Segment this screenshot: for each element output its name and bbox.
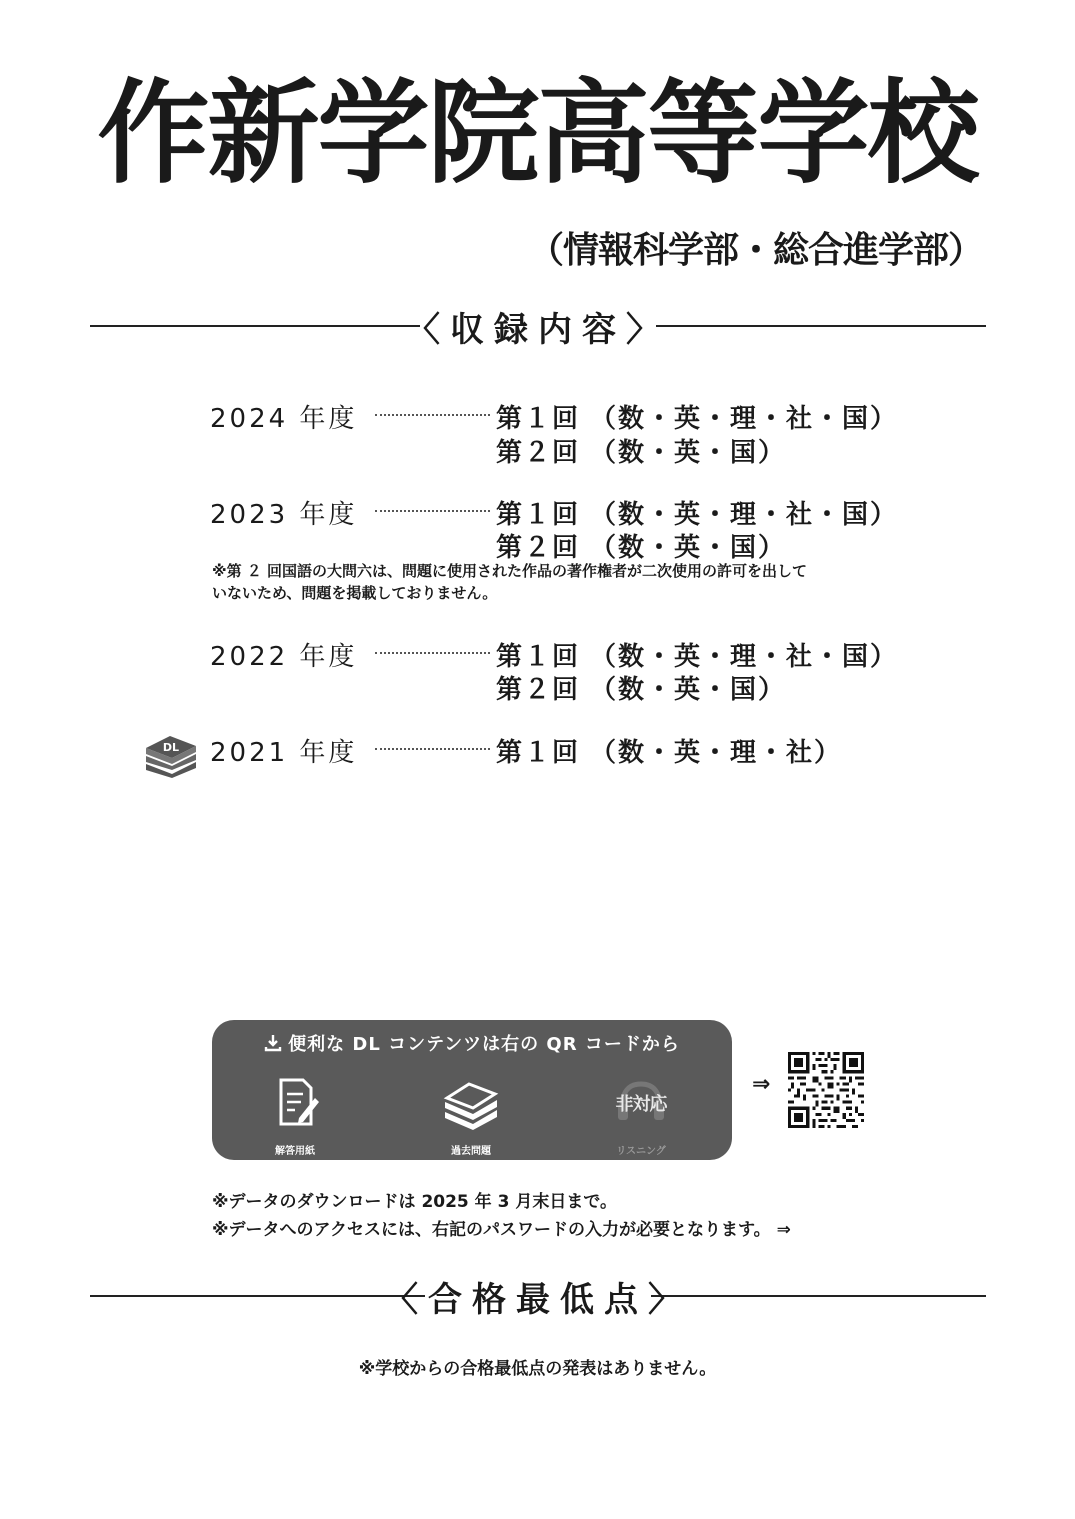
omission-note-line1: ※第 ２ 回国語の大問六は、問題に使用された作品の著作権者が二次使用の許可を出して	[212, 562, 808, 580]
toc-year: 2021 年度	[210, 738, 358, 768]
answer-sheet-item	[240, 1072, 350, 1157]
past-exam-caption: 過去問題	[451, 1146, 491, 1157]
dl-box-heading-text: 便利な DL コンテンツは右の QR コードから	[288, 1034, 680, 1055]
toc-leader-dots	[375, 414, 490, 416]
passing-section-header	[90, 1270, 986, 1320]
toc-session: 第２回	[496, 438, 581, 468]
toc-subjects: （数・英・国）	[590, 438, 787, 468]
page-subtitle: （情報科学部・総合進学部）	[527, 230, 983, 271]
toc-year: 2023 年度	[210, 500, 358, 530]
answer-sheet-caption: 解答用紙	[275, 1146, 315, 1157]
listening-item	[586, 1072, 696, 1157]
toc-leader-dots	[375, 510, 490, 512]
toc-subjects: （数・英・理・社・国）	[590, 642, 899, 672]
omission-note-line2: いないため、問題を掲載しておりません。	[212, 584, 498, 602]
arrow-to-qr: ⇒	[752, 1072, 771, 1097]
passing-section-label: 〈合格最低点〉	[384, 1280, 692, 1320]
dl-badge-text: DL	[162, 741, 180, 754]
books-icon	[439, 1117, 503, 1136]
passing-note: ※学校からの合格最低点の発表はありません。	[358, 1359, 717, 1379]
toc-session: 第１回	[496, 738, 581, 768]
past-exam-item	[416, 1072, 526, 1157]
contents-section-label: 〈収録内容〉	[406, 310, 670, 350]
toc-year: 2024 年度	[210, 404, 358, 434]
toc-subjects: （数・英・理・社）	[590, 738, 843, 768]
listening-caption: リスニング	[616, 1146, 666, 1157]
contents-section-header	[90, 300, 986, 350]
toc-subjects: （数・英・国）	[590, 675, 787, 705]
toc-session: 第１回	[496, 500, 581, 530]
dl-box-heading	[212, 1030, 732, 1057]
toc-session: 第２回	[496, 675, 581, 705]
toc-session: 第１回	[496, 404, 581, 434]
page-title: 作新学院高等学校	[97, 69, 978, 199]
dl-book-icon	[142, 730, 200, 778]
dl-note-password: ※データへのアクセスには、右記のパスワードの入力が必要となります。 ⇒	[212, 1220, 791, 1240]
qr-code[interactable]	[788, 1052, 864, 1128]
answer-sheet-icon	[265, 1117, 325, 1136]
toc-leader-dots	[375, 652, 490, 654]
toc-subjects: （数・英・理・社・国）	[590, 404, 899, 434]
download-icon	[264, 1034, 282, 1057]
omission-note	[212, 560, 872, 604]
dl-notes	[212, 1188, 791, 1244]
toc-subjects: （数・英・国）	[590, 533, 787, 563]
unsupported-badge: 非対応	[615, 1094, 667, 1115]
toc-subjects: （数・英・理・社・国）	[590, 500, 899, 530]
toc-year: 2022 年度	[210, 642, 358, 672]
toc-leader-dots	[375, 748, 490, 750]
dl-note-deadline: ※データのダウンロードは 2025 年 3 月末日まで。	[212, 1192, 618, 1212]
toc-session: 第２回	[496, 533, 581, 563]
toc-session: 第１回	[496, 642, 581, 672]
dl-content-box	[212, 1020, 732, 1160]
